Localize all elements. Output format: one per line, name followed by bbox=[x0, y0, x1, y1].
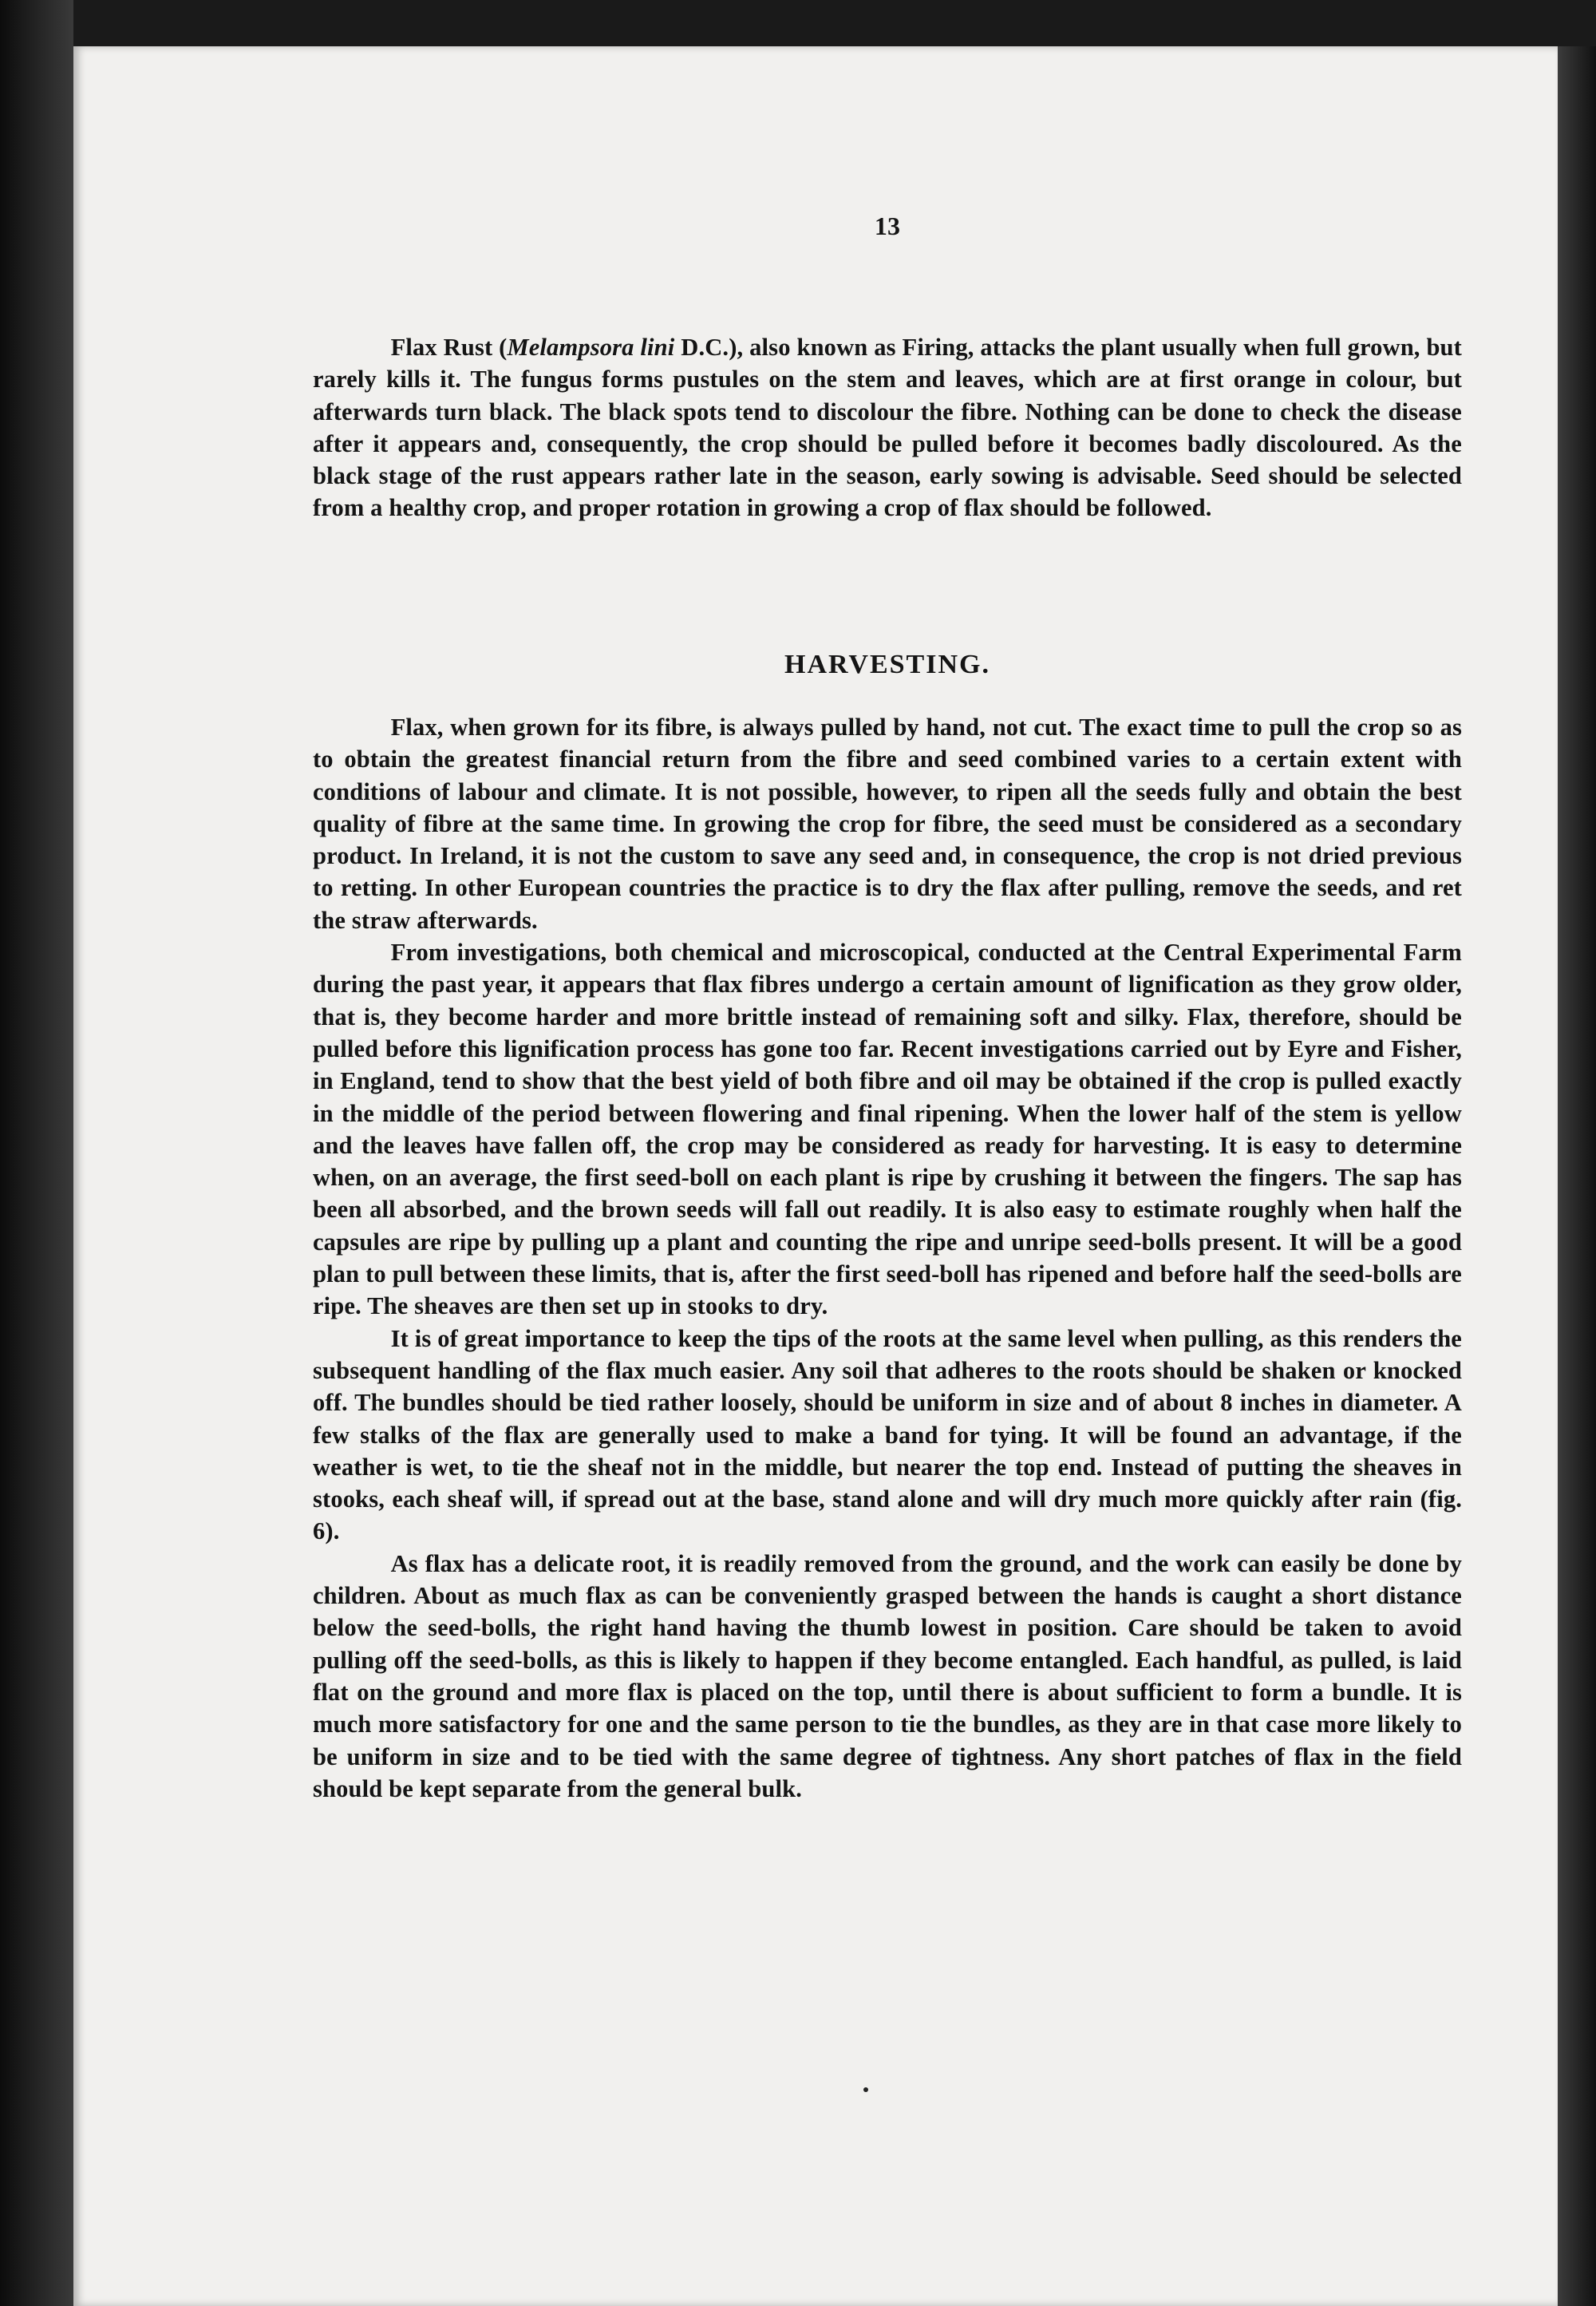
paragraph-harvest-2: From investigations, both chemical and microscopical, conducted at the Central Experimental Farm during the past year, it appears that flax fibres undergo a certain amount of lignification as they grow older, that is, they become harder and more brittle instead of remaining soft and silky. Flax, therefore, should be pulled before this lignification process has gone too far. Recent investigations carried out by Eyre and Fisher, in England, tend to show that the best yield of both fibre and oil may be obtained if the crop is pulled exactly in the middle of the period between flowering and final ripening. When the lower half of the stem is yellow and the leaves have fallen off, the crop may be considered as ready for harvesting. It is easy to determine when, on an average, the first seed-boll on each plant is ripe by crushing it between the fingers. The sap has been all absorbed, and the brown seeds will fall out readily. It is also easy to estimate roughly when half the capsules are ripe by pulling up a plant and counting the ripe and unripe seed-bolls present. It will be a good plan to pull between these limits, that is, after the first seed-boll has ripened and before half the seed-bolls are ripe. The sheaves are then set up in stooks to dry. bbox=[313, 939, 1462, 1320]
ink-dot bbox=[863, 2087, 868, 2092]
paragraph-harvest-4: As flax has a delicate root, it is readily removed from the ground, and the work can easily be done by children. About as much flax as can be conveniently grasped between the hands is caught a short distance below the seed-bolls, the right hand having the thumb lowest in position. Care should be taken to avoid pulling off the seed-bolls, as this is likely to happen if they become entangled. Each handful, as pulled, is laid flat on the ground and more flax is placed on the top, until there is about sufficient to form a bundle. It is much more satisfactory for one and the same person to tie the bundles, as they are in that case more likely to be uniform in size and to be tied with the same degree of tightness. Any short patches of flax in the field should be kept separate from the general bulk. bbox=[313, 1549, 1462, 1802]
flax-rust-lead: Flax Rust ( bbox=[390, 334, 508, 361]
page-number: 13 bbox=[874, 212, 901, 240]
page-edge bbox=[1558, 46, 1596, 2306]
section-heading: HARVESTING. bbox=[784, 650, 990, 679]
document-page bbox=[73, 46, 1558, 2306]
flax-rust-text: D.C.), also known as Firing, attacks the plant usually when full grown, but rarely kills it. The fungus forms pustules on the stem and leaves, which are at first orange in colour, but afterwards turn black. The black spots tend to discolour the fibre. Nothing can be done to check the disease after it appears and, consequently, the crop should be pulled before it becomes badly discoloured. As the black stage of the rust appears rather late in the season, early sowing is advisable. Seed should be selected from a healthy crop, and proper rotation in growing a crop of flax should be followed. bbox=[313, 334, 1462, 522]
latin-name: Melampsora lini bbox=[507, 334, 675, 361]
paragraph-flax-rust bbox=[313, 331, 1462, 524]
book-spine bbox=[0, 0, 73, 2306]
harvesting-body bbox=[313, 711, 1462, 1805]
paragraph-harvest-1: Flax, when grown for its fibre, is always pulled by hand, not cut. The exact time to pull the crop so as to obtain the greatest financial return from the fibre and seed combined varies to a certain extent with conditions of labour and climate. It is not possible, however, to ripen all the seeds fully and obtain the best quality of fibre at the same time. In growing the crop for fibre, the seed must be considered as a secondary product. In Ireland, it is not the custom to save any seed and, in consequence, the crop is not dried previous to retting. In other European countries the practice is to dry the flax after pulling, remove the seeds, and ret the straw afterwards. bbox=[313, 714, 1462, 934]
paragraph-harvest-3: It is of great importance to keep the tips of the roots at the same level when pulling, as this renders the subsequent handling of the flax much easier. Any soil that adheres to the roots should be shaken or knocked off. The bundles should be tied rather loosely, should be uniform in size and of about 8 inches in diameter. A few stalks of the flax are generally used to make a band for tying. It will be found an advantage, if the weather is wet, to tie the sheaf not in the middle, but nearer the top end. Instead of putting the sheaves in stooks, each sheaf will, if spread out at the base, stand alone and will dry much more quickly after rain (fig. 6). bbox=[313, 1324, 1462, 1545]
